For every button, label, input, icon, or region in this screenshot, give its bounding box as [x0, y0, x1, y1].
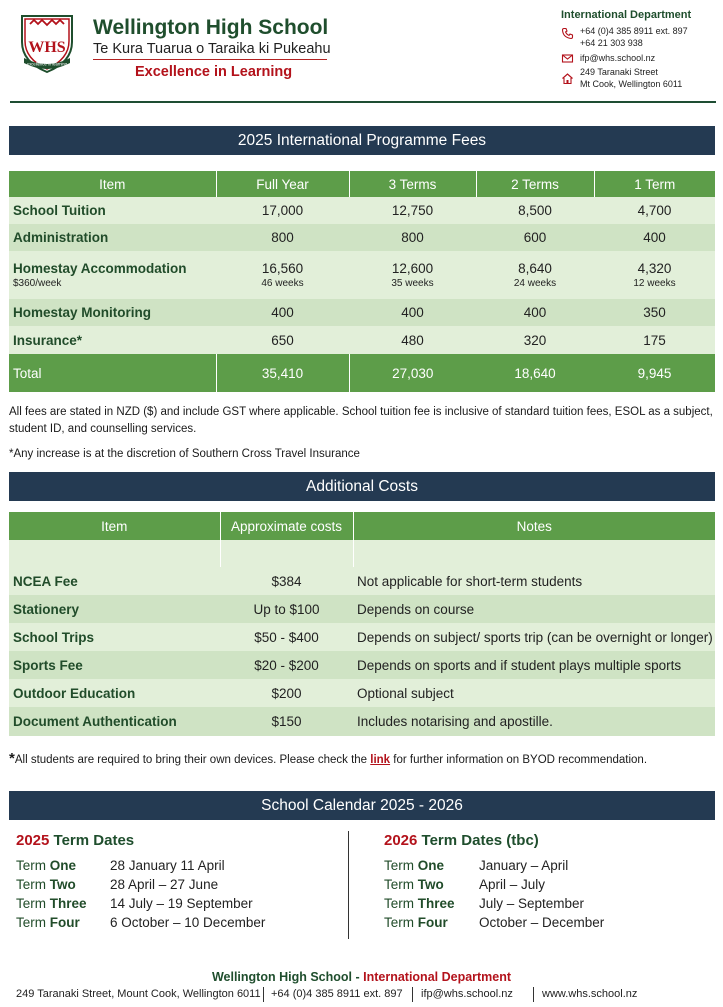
term-name: Three	[417, 896, 455, 911]
fees-header-3-terms: 3 Terms	[349, 171, 476, 197]
fee-amount: 8,640	[518, 261, 552, 276]
fee-value: 17,000	[216, 197, 349, 224]
phone-primary[interactable]: +64 (0)4 385 8911 ext. 897	[580, 26, 688, 36]
phone-icon	[561, 27, 574, 40]
fee-value	[594, 251, 715, 299]
calendar-2025-title-text: Term Dates	[49, 832, 135, 849]
calendar-banner: School Calendar 2025 - 2026	[9, 791, 715, 820]
fee-value	[216, 251, 349, 299]
term-dates: April – July	[479, 877, 546, 892]
costs-table	[9, 512, 715, 736]
term-label: Term	[16, 896, 50, 911]
fees-header-row	[9, 171, 715, 197]
fee-amount: 12,600	[391, 261, 434, 276]
term-label: Term	[384, 915, 418, 930]
logo-ribbon-text: excellence in learning	[26, 61, 68, 67]
fees-header-full-year: Full Year	[216, 171, 349, 197]
table-row	[9, 595, 715, 623]
fee-amount: 16,560	[261, 261, 304, 276]
term-name: One	[49, 858, 77, 873]
term-name: Four	[49, 915, 80, 930]
calendar-2026-year: 2026	[384, 832, 418, 849]
cost-value: $150	[220, 707, 353, 736]
total-value: 35,410	[216, 354, 349, 392]
cost-item: Document Authentication	[9, 707, 220, 736]
footer-title	[0, 970, 723, 984]
calendar-2026-title-text: Term Dates (tbc)	[417, 832, 539, 849]
table-row	[9, 224, 715, 251]
term-dates: 14 July – 19 September	[110, 896, 253, 911]
fees-header-2-terms: 2 Terms	[476, 171, 594, 197]
fee-weeks: 24 weeks	[513, 278, 557, 289]
fee-value: 350	[594, 299, 715, 326]
school-motto: Excellence in Learning	[135, 64, 293, 80]
cost-item: NCEA Fee	[9, 567, 220, 595]
term-three-2026	[384, 896, 455, 911]
calendar-2026-title	[384, 832, 539, 849]
fee-value: 8,500	[476, 197, 594, 224]
term-label: Term	[16, 915, 50, 930]
term-dates: 28 April – 27 June	[110, 877, 219, 892]
term-dates: July – September	[479, 896, 585, 911]
costs-header-item: Item	[9, 512, 220, 540]
fee-item	[9, 251, 216, 299]
term-label: Term	[16, 858, 50, 873]
term-label: Term	[384, 896, 418, 911]
fees-note: All fees are stated in NZD ($) and include GST where applicable. School tuition fee is inclusive of standard tuition fees, ESOL as a subject, student ID, and counselling services.	[9, 406, 713, 435]
cost-item: School Trips	[9, 623, 220, 651]
table-row	[9, 299, 715, 326]
term-two-2025	[16, 877, 76, 892]
footer-separator	[263, 987, 264, 1002]
fee-value	[349, 251, 476, 299]
cost-note: Optional subject	[353, 679, 715, 707]
home-icon	[561, 72, 574, 85]
maori-name: Te Kura Tuarua o Taraika ki Pukeahu	[93, 41, 331, 57]
fee-value: 320	[476, 326, 594, 354]
address-line-1: 249 Taranaki Street	[580, 67, 658, 77]
term-one-2025	[16, 858, 76, 873]
calendar-2026	[384, 832, 539, 849]
fee-value: 175	[594, 326, 715, 354]
costs-header-row	[9, 512, 715, 540]
fee-value	[476, 251, 594, 299]
fee-item: Insurance*	[9, 326, 216, 354]
fee-weeks: 12 weeks	[633, 278, 676, 289]
total-row	[9, 354, 715, 392]
cost-note: Not applicable for short-term students	[353, 567, 715, 595]
term-dates: January – April	[479, 858, 569, 873]
calendar-2025-title	[16, 832, 134, 849]
department-title: International Department	[561, 9, 692, 21]
fee-value: 400	[594, 224, 715, 251]
calendar-2025-year: 2025	[16, 832, 50, 849]
fee-value: 12,750	[349, 197, 476, 224]
fee-item: Administration	[9, 224, 216, 251]
table-row	[9, 251, 715, 299]
insurance-note: *Any increase is at the discretion of Southern Cross Travel Insurance	[9, 448, 360, 460]
fee-item: School Tuition	[9, 197, 216, 224]
byod-text-before: All students are required to bring their own devices. Please check the	[14, 754, 371, 766]
cost-item: Outdoor Education	[9, 679, 220, 707]
header-email[interactable]: ifp@whs.school.nz	[580, 53, 656, 63]
term-four-2025	[16, 915, 80, 930]
term-label: Term	[16, 877, 50, 892]
footer-dept: International Department	[363, 970, 512, 984]
cost-value: $200	[220, 679, 353, 707]
table-row	[9, 623, 715, 651]
costs-header-notes: Notes	[353, 512, 715, 540]
total-value: 9,945	[594, 354, 715, 392]
fee-value: 800	[216, 224, 349, 251]
cost-note: Depends on subject/ sports trip (can be overnight or longer)	[353, 623, 715, 651]
email-icon	[561, 52, 574, 65]
calendar-2025	[16, 832, 134, 849]
table-row-empty	[9, 540, 715, 567]
address-line-2: Mt Cook, Wellington 6011	[580, 79, 683, 89]
name-underline	[93, 59, 327, 60]
table-row	[9, 567, 715, 595]
fee-weeks: 35 weeks	[391, 278, 434, 289]
calendar-divider	[348, 831, 349, 939]
term-dates: 28 January 11 April	[110, 858, 225, 873]
fee-weeks: 46 weeks	[261, 278, 304, 289]
term-one-2026	[384, 858, 444, 873]
fee-value: 600	[476, 224, 594, 251]
table-row	[9, 679, 715, 707]
total-label: Total	[9, 354, 216, 392]
footer-address: 249 Taranaki Street, Mount Cook, Wellington 6011	[16, 988, 261, 1000]
term-name: Two	[417, 877, 444, 892]
fee-value: 400	[216, 299, 349, 326]
phone-mobile[interactable]: +64 21 303 938	[580, 38, 643, 48]
school-crest-icon	[16, 12, 78, 74]
fee-value: 400	[349, 299, 476, 326]
footer-website[interactable]: www.whs.school.nz	[542, 988, 638, 1000]
byod-text-after: for further information on BYOD recommendation.	[390, 754, 648, 766]
fee-item: Homestay Monitoring	[9, 299, 216, 326]
fees-header-item: Item	[9, 171, 216, 197]
term-name: Two	[49, 877, 76, 892]
term-three-2025	[16, 896, 87, 911]
page-header	[0, 0, 723, 104]
term-label: Term	[384, 858, 418, 873]
fee-item-label: Homestay Accommodation	[13, 261, 187, 276]
logo-text: WHS	[28, 39, 66, 56]
term-label: Term	[384, 877, 418, 892]
cost-note: Depends on course	[353, 595, 715, 623]
costs-header-cost: Approximate costs	[220, 512, 353, 540]
byod-link[interactable]: link	[370, 754, 391, 766]
term-two-2026	[384, 877, 444, 892]
fees-header-1-term: 1 Term	[594, 171, 715, 197]
term-name: One	[417, 858, 445, 873]
fee-value: 480	[349, 326, 476, 354]
fee-amount: 4,320	[637, 261, 672, 276]
total-value: 18,640	[476, 354, 594, 392]
footer-school: Wellington High School -	[211, 970, 364, 984]
footer-separator	[412, 987, 413, 1002]
term-name: Four	[417, 915, 448, 930]
total-value: 27,030	[349, 354, 476, 392]
fees-banner: 2025 International Programme Fees	[9, 126, 715, 155]
table-row	[9, 326, 715, 354]
footer-phone[interactable]: +64 (0)4 385 8911 ext. 897	[271, 988, 403, 1000]
term-name: Three	[49, 896, 87, 911]
fee-value: 800	[349, 224, 476, 251]
table-row	[9, 707, 715, 736]
term-dates: October – December	[479, 915, 605, 930]
cost-value: Up to $100	[220, 595, 353, 623]
cost-note: Depends on sports and if student plays multiple sports	[353, 651, 715, 679]
header-divider	[10, 101, 716, 103]
fee-value: 4,700	[594, 197, 715, 224]
cost-value: $20 - $200	[220, 651, 353, 679]
school-name: Wellington High School	[93, 16, 329, 39]
term-four-2026	[384, 915, 448, 930]
cost-item: Sports Fee	[9, 651, 220, 679]
fees-table	[9, 171, 715, 392]
table-row	[9, 651, 715, 679]
costs-banner: Additional Costs	[9, 472, 715, 501]
fee-item-sub: $360/week	[13, 278, 62, 289]
cost-item: Stationery	[9, 595, 220, 623]
cost-value: $384	[220, 567, 353, 595]
fee-value: 650	[216, 326, 349, 354]
footer-email[interactable]: ifp@whs.school.nz	[421, 988, 513, 1000]
byod-asterisk: *	[9, 750, 15, 767]
byod-note	[9, 750, 715, 769]
cost-value: $50 - $400	[220, 623, 353, 651]
table-row	[9, 197, 715, 224]
fee-value: 400	[476, 299, 594, 326]
cost-note: Includes notarising and apostille.	[353, 707, 715, 736]
term-dates: 6 October – 10 December	[110, 915, 266, 930]
footer-separator	[533, 987, 534, 1002]
